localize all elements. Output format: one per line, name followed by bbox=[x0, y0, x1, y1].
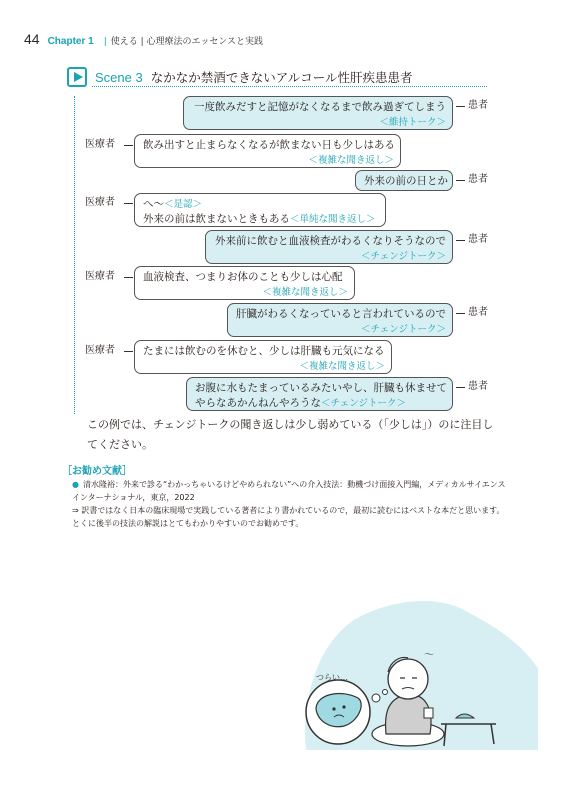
bubble-text: 外来の前は飲まないときもある bbox=[143, 213, 290, 225]
speaker-label-provider: 医療者 bbox=[85, 345, 115, 356]
provider-bubble bbox=[134, 193, 386, 227]
bullet-icon: ● bbox=[72, 480, 79, 489]
speech-text: つらい… bbox=[316, 673, 348, 682]
thought-dot bbox=[383, 690, 388, 695]
scene-number: Scene 3 bbox=[95, 69, 143, 85]
chapter-label: Chapter 1 bbox=[47, 36, 94, 47]
scene-rule bbox=[92, 86, 487, 87]
bubble-text: 血液検査、つまりお体のことも少しは心配 bbox=[143, 271, 343, 283]
bubble-text: へ～ bbox=[143, 198, 164, 210]
explanatory-note: この例では、チェンジトークの聞き返しは少し弱めている（「少しは」）のに注目してください。 bbox=[87, 418, 494, 451]
chapter-subtitle: 使える | 心理療法のエッセンスと実践 bbox=[110, 37, 264, 47]
recommended-comment bbox=[72, 504, 512, 530]
technique-tag: ＜是認＞ bbox=[164, 199, 203, 210]
technique-tag: ＜チェンジトーク＞ bbox=[361, 324, 446, 335]
speaker-connector bbox=[456, 240, 465, 241]
provider-bubble bbox=[134, 134, 401, 168]
page-number: 44 bbox=[24, 31, 40, 47]
arrow-icon: ⇒ bbox=[72, 506, 79, 515]
header-separator: | bbox=[103, 37, 107, 47]
patient-bubble bbox=[355, 170, 453, 191]
comment-text: 訳書ではなく日本の臨床現場で実践している著者により書かれているので，最初に読むにはベストな本だと思います。とくに後半の技法の解説はとてもわかりやすいのでお勧めです。 bbox=[72, 506, 505, 528]
bubble-text: 飲み出すと止まらなくなるが飲まない日も少しはある bbox=[143, 139, 395, 151]
bubble-text: やらなあかんねんやろうな bbox=[195, 397, 321, 409]
patient-bubble bbox=[205, 230, 453, 264]
speaker-label-provider: 医療者 bbox=[85, 197, 115, 208]
recommended-reference bbox=[72, 478, 512, 504]
play-icon bbox=[67, 67, 87, 87]
speaker-label-patient: 患者 bbox=[468, 381, 488, 392]
patient-bubble bbox=[227, 303, 453, 337]
reference-text: 清水隆裕：外来で診る“わかっちゃいるけどやめられない”への介入技法：動機づけ面接入門編，メディカルサイエンスインターナショナル，東京，2022 bbox=[72, 480, 506, 502]
speaker-connector bbox=[456, 180, 465, 181]
bubble-text: 一度飲みだすと記憶がなくなるまで飲み過ぎてしまう bbox=[194, 101, 446, 113]
speaker-label-patient: 患者 bbox=[468, 234, 488, 245]
patient-illustration bbox=[296, 594, 538, 750]
technique-tag: ＜単純な聞き返し＞ bbox=[290, 214, 376, 225]
technique-tag: ＜チェンジトーク＞ bbox=[361, 251, 446, 262]
speaker-connector bbox=[124, 203, 133, 204]
sigh-mark: 〜 bbox=[424, 650, 434, 661]
speaker-connector bbox=[456, 313, 465, 314]
speaker-label-patient: 患者 bbox=[468, 100, 488, 111]
speaker-label-patient: 患者 bbox=[468, 174, 488, 185]
provider-bubble bbox=[134, 340, 392, 374]
technique-tag: ＜複雑な聞き返し＞ bbox=[308, 155, 394, 166]
scene-title: なかなか禁酒できないアルコール性肝疾患患者 bbox=[150, 70, 413, 85]
technique-tag: ＜維持トーク＞ bbox=[379, 117, 446, 128]
technique-tag: ＜複雑な聞き返し＞ bbox=[299, 361, 385, 372]
page-header bbox=[24, 31, 263, 47]
technique-tag: ＜複雑な聞き返し＞ bbox=[262, 287, 348, 298]
dialogue-vertical-guide bbox=[74, 96, 75, 414]
speaker-connector bbox=[456, 387, 465, 388]
scene-heading bbox=[67, 67, 412, 87]
speaker-connector bbox=[456, 106, 465, 107]
bubble-text: 外来の前の日とか bbox=[364, 175, 448, 187]
bubble-text: 外来前に飲むと血液検査がわるくなりそうなので bbox=[215, 235, 446, 247]
head bbox=[388, 659, 428, 699]
bubble-text: お腹に水もたまっているみたいやし、肝臓も休ませて bbox=[195, 382, 447, 394]
speaker-connector bbox=[124, 277, 133, 278]
recommended-heading: ［お勧め文献］ bbox=[62, 466, 132, 477]
speaker-connector bbox=[124, 145, 133, 146]
bubble-text: 肝臓がわるくなっていると言われているので bbox=[236, 308, 446, 320]
provider-bubble bbox=[134, 266, 355, 300]
cup-icon bbox=[424, 708, 433, 718]
speaker-connector bbox=[124, 351, 133, 352]
patient-bubble bbox=[183, 96, 453, 130]
speaker-label-patient: 患者 bbox=[468, 307, 488, 318]
bubble-text: たまには飲むのを休むと、少しは肝臓も元気になる bbox=[143, 345, 385, 357]
patient-bubble bbox=[186, 377, 453, 411]
speaker-label-provider: 医療者 bbox=[85, 271, 115, 282]
thought-dot bbox=[372, 694, 380, 702]
speaker-label-provider: 医療者 bbox=[85, 139, 115, 150]
technique-tag: ＜チェンジトーク＞ bbox=[321, 398, 406, 409]
